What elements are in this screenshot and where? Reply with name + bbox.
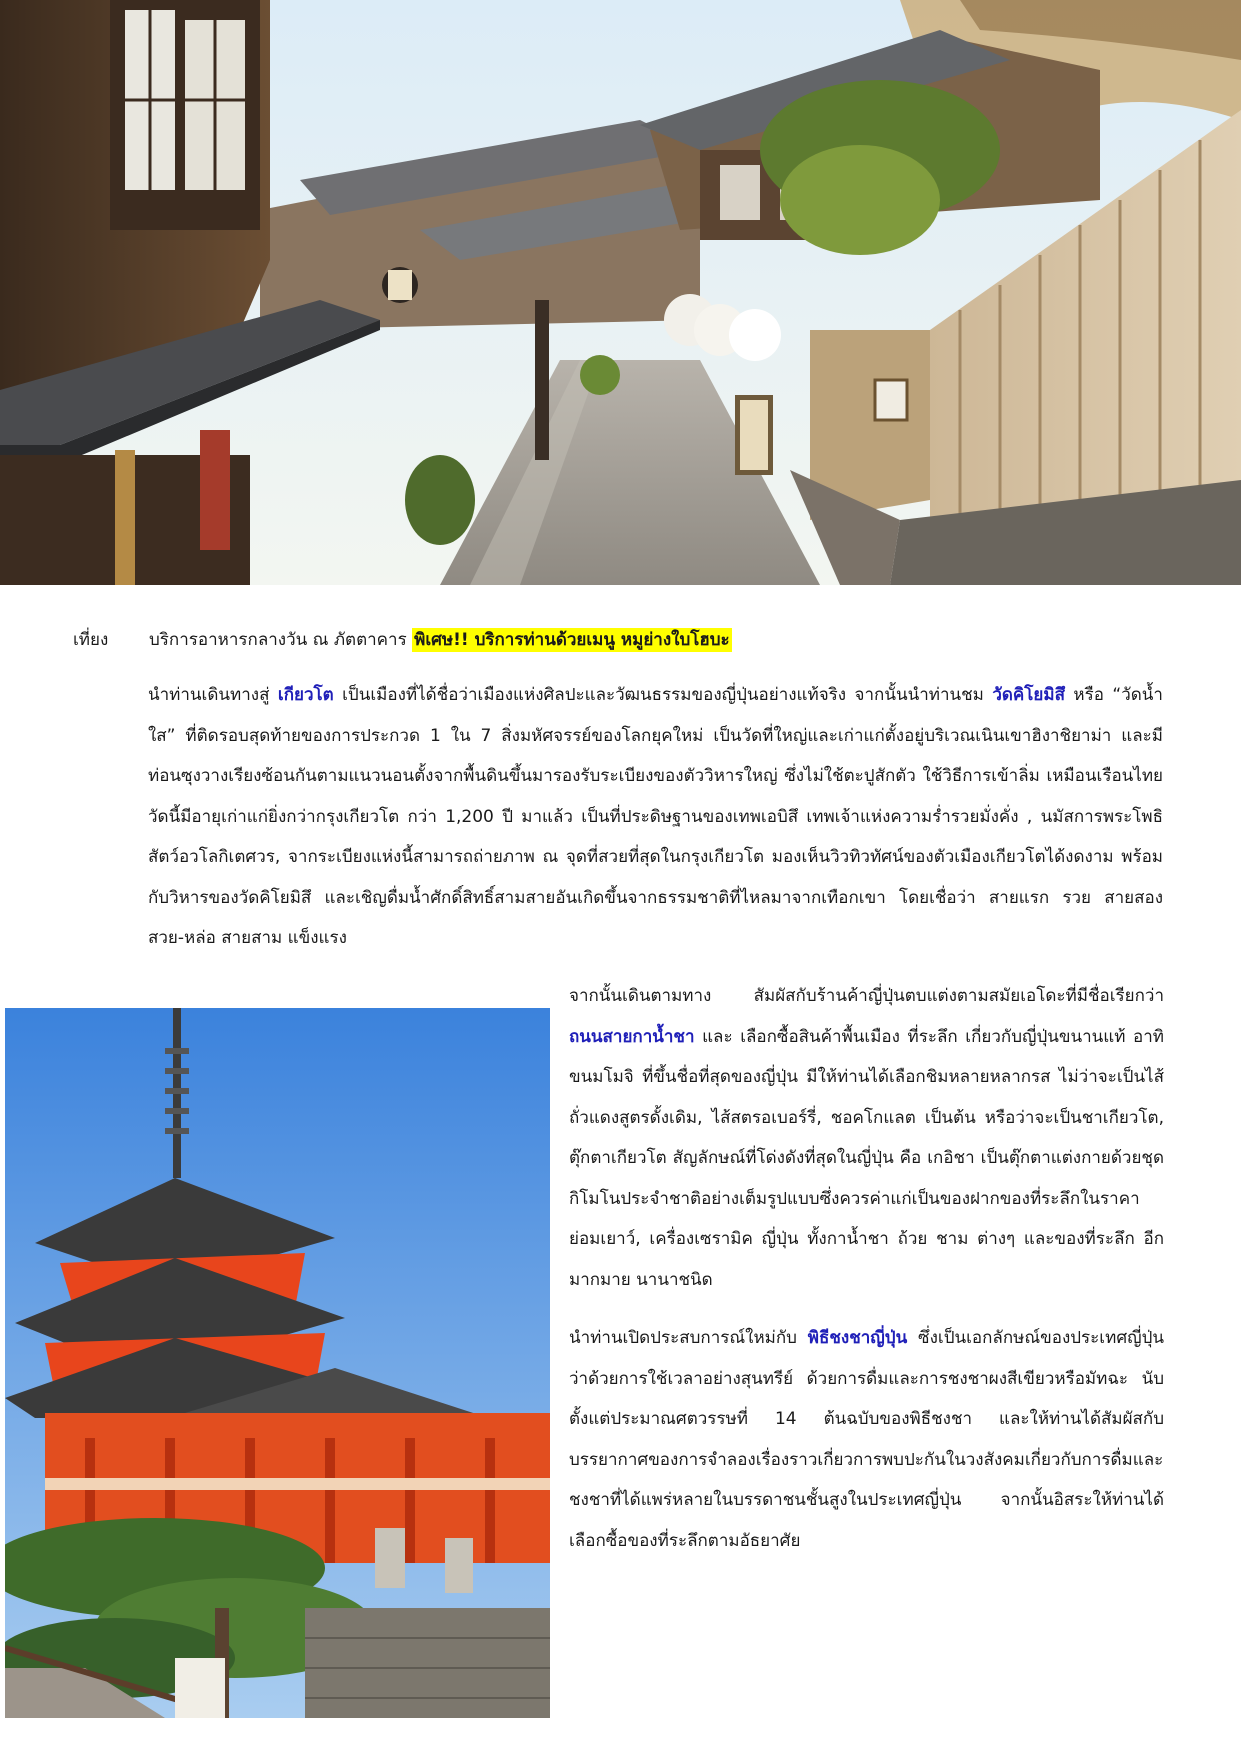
meal-time-label: เที่ยง: [73, 630, 109, 650]
tea-street-paragraph: [569, 976, 1164, 1300]
keyword-tea-street: ถนนสายกาน้ำชา: [569, 1026, 695, 1047]
tea-ceremony-paragraph: [569, 1318, 1164, 1561]
p1-text-3: หรือ “วัดน้ำใส” ที่ติดรอบสุดท้ายของการประกวด 1 ใน 7 สิ่งมหัศจรรย์ของโลกยุคใหม่ เป็นวัดที่ใหญ่และเก่าแก่ตั้งอยู่บริเวณเนินเขาฮิงาชิยาม่า และมีท่อนซุงวางเรียงซ้อนกันตามแนวนอนตั้งจากพื้นดินขึ้นมารองรับระเบียงของตัววิหารใหญ่ ซึ่งไม่ใช้ตะปูสักตัว ใช้วิธีการเข้าลิ่ม เหมือนเรือนไทย วัดนี้มีอายุเก่าแก่ยิ่งกว่ากรุงเกียวโต กว่า 1,200 ปี มาแล้ว เป็นที่ประดิษฐานของเทพเอบิสึ เทพเจ้าแห่งความร่ำรวยมั่งคั่ง , นมัสการพระโพธิสัตว์อวโลกิเตศวร, จากระเบียงแห่งนี้สามารถถ่ายภาพ ณ จุดที่สวยที่สุดในกรุงเกียวโต มองเห็นวิวทิวทัศน์ของตัวเมืองเกียวโตได้งดงาม พร้อมกับวิหารของวัดคิโยมิสึ และเชิญดื่มน้ำศักดิ์สิทธิ์สามสายอันเกิดขึ้นจากธรรมชาติที่ไหลมาจากเทือกเขา โดยเชื่อว่า สายแรก รวย สายสอง สวย-หล่อ สายสาม แข็งแรง: [148, 685, 1163, 948]
lunch-line: [73, 620, 732, 660]
lunch-text: บริการอาหารกลางวัน ณ ภัตตาคาร: [149, 630, 413, 650]
kyoto-kiyomizu-paragraph: [148, 675, 1163, 959]
p1-text-2: เป็นเมืองที่ได้ชื่อว่าเมืองแห่งศิลปะและวัฒนธรรมของญี่ปุ่นอย่างแท้จริง จากนั้นนำท่านชม: [333, 685, 993, 705]
lunch-highlight: พิเศษ!! บริการท่านด้วยเมนู หมูย่างใบโฮบะ: [414, 630, 730, 650]
keyword-kiyomizu: วัดคิโยมิสึ: [992, 685, 1065, 705]
p2-text-2: และ เลือกซื้อสินค้าพื้นเมือง ที่ระลึก เกี่ยวกับญี่ปุ่นขนานแท้ อาทิ ขนมโมจิ ที่ขึ้นชื่อที่สุดของญี่ปุ่น มีให้ท่านได้เลือกชิมหลายหลากรส ไม่ว่าจะเป็นไส้ถั่วแดงสูตรดั้งเดิม, ไส้สตรอเบอร์รี่, ชอคโกแลต เป็นต้น หรือว่าจะเป็นชาเกียวโต, ตุ๊กตาเกียวโต สัญลักษณ์ที่โด่งดังที่สุดในญี่ปุ่น คือ เกอิชา เป็นตุ๊กตาแต่งกายด้วยชุดกิโมโนประจำชาติอย่างเต็มรูปแบบซึ่งควรค่าแก่เป็นของฝากของที่ระลึกในราคาย่อมเยาว์, เครื่องเซรามิค ญี่ปุ่น ทั้งกาน้ำชา ถ้วย ชาม ต่างๆ และของที่ระลึก อีกมากมาย นานาชนิด: [569, 1026, 1164, 1290]
p1-text-1: นำท่านเดินทางสู่: [148, 685, 278, 705]
p3-text-1: นำท่านเปิดประสบการณ์ใหม่กับ: [569, 1328, 808, 1348]
p2-text-1: จากนั้นเดินตามทาง สัมผัสกับร้านค้าญี่ปุ่นตบแต่งตามสมัยเอโดะที่มีชื่อเรียกว่า: [569, 986, 1164, 1006]
keyword-kyoto: เกียวโต: [277, 685, 334, 705]
keyword-tea-ceremony: พิธีชงชาญี่ปุ่น: [807, 1328, 908, 1348]
kiyomizu-pagoda-photo: [5, 1008, 550, 1718]
p3-text-2: ซึ่งเป็นเอกลักษณ์ของประเทศญี่ปุ่นว่าด้วยการใช้เวลาอย่างสุนทรีย์ ด้วยการดื่มและการชงชาผงสีเขียวหรือมัทฉะ นับตั้งแต่ประมาณศตวรรษที่ 14 ต้นฉบับของพิธีชงชา และให้ท่านได้สัมผัสกับบรรยากาศของการจำลองเรื่องราวเกี่ยวการพบปะกันในวงสังคมเกี่ยวกับการดื่มและชงชาที่ได้แพร่หลายในบรรดาชนชั้นสูงในประเทศญี่ปุ่น จากนั้นอิสระให้ท่านได้เลือกซื้อของที่ระลึกตามอัธยาศัย: [569, 1328, 1165, 1551]
kyoto-street-photo: [0, 0, 1241, 585]
